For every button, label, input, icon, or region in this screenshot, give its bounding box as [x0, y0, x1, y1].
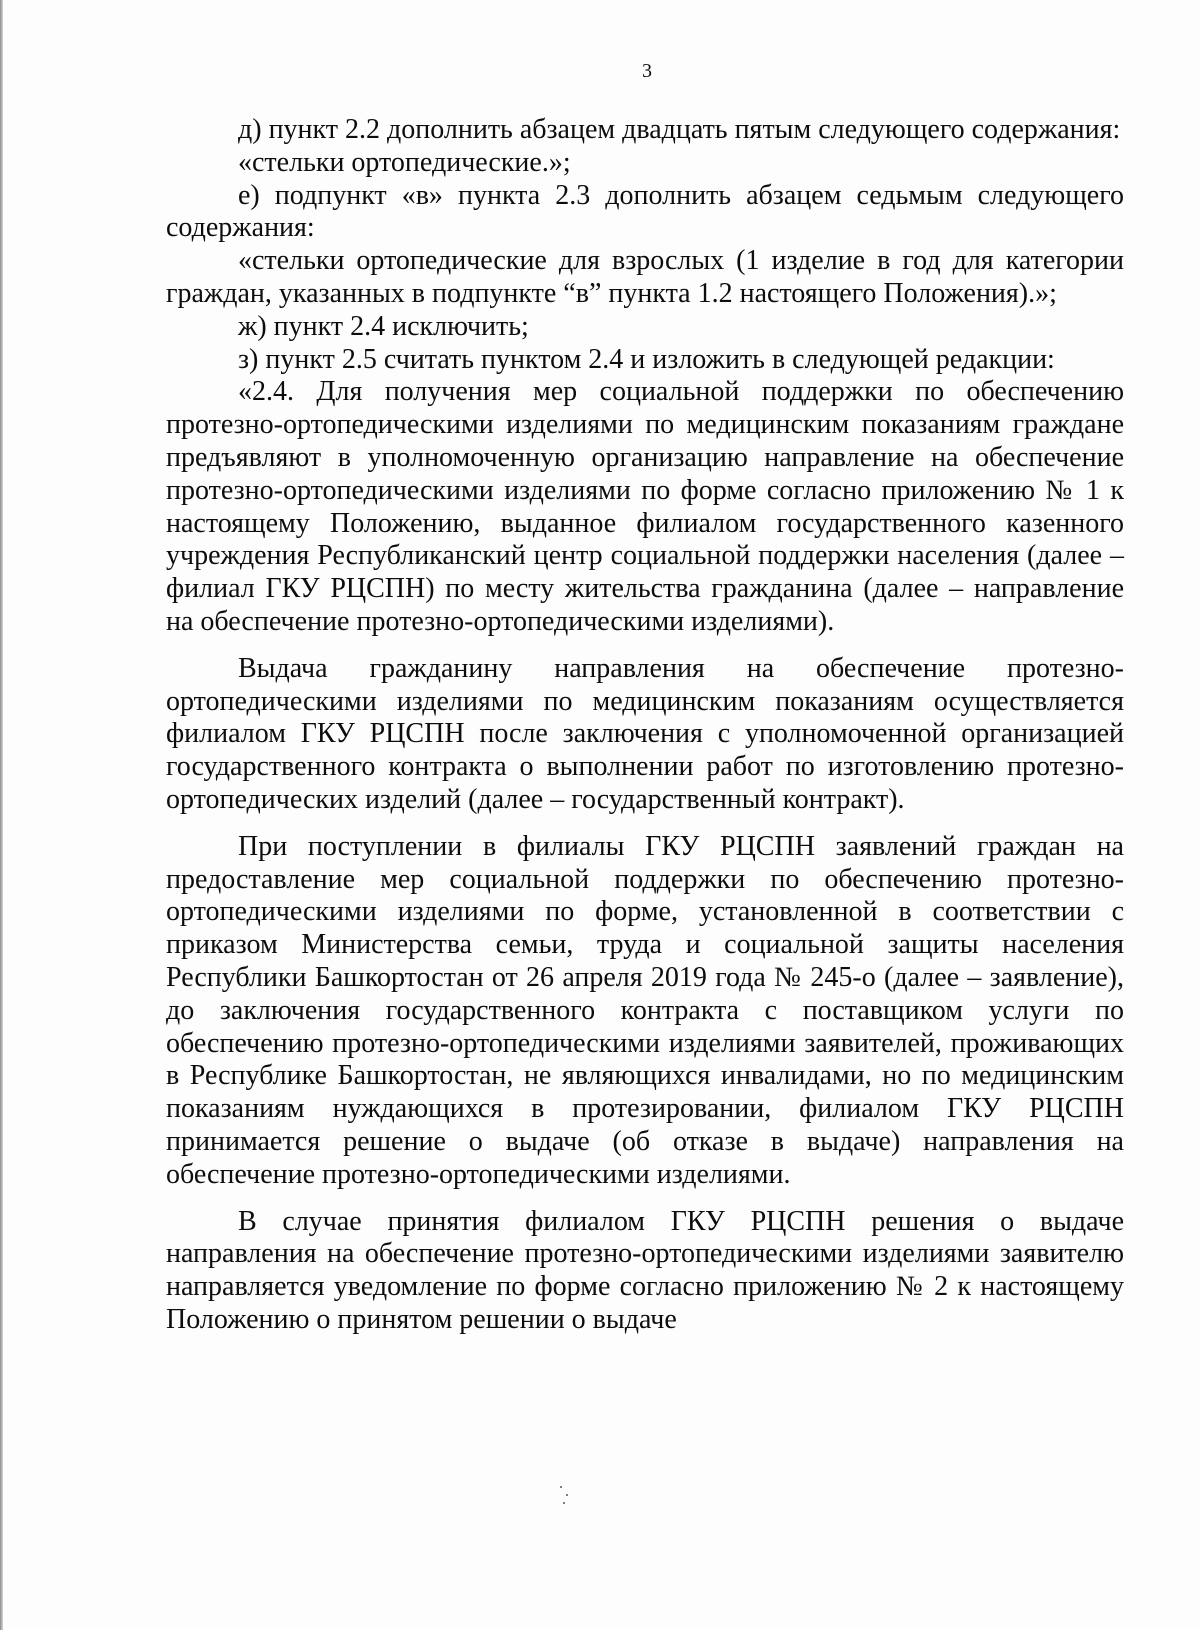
- paragraph-quote-insoles: «стельки ортопедические.»;: [238, 146, 571, 178]
- paragraph-issuance: Выдача гражданину направления на обеспечение протезно-ортопедическими изделиями по медицинским показаниям осуществляется филиалом ГКУ РЦСПН после заключения с уполномоченной организацией государственного контракта о выполнении работ по изготовлению протезно-ортопедических изделий (далее – государственный контракт).: [166, 652, 1124, 815]
- document-body: [166, 114, 1124, 1337]
- page-number: 3: [642, 60, 652, 82]
- paragraph-e: е) подпункт «в» пункта 2.3 дополнить абзацем седьмым следующего содержания:: [166, 179, 1124, 244]
- paragraph-quote-insoles-adults: «стельки ортопедические для взрослых (1 изделие в год для категории граждан, указанных в подпункте “в” пункта 1.2 настоящего Положения).»;: [166, 245, 1124, 309]
- scan-speck: [560, 1486, 562, 1488]
- scan-speck: [563, 1502, 565, 1504]
- paragraph-applications: При поступлении в филиалы ГКУ РЦСПН заявлений граждан на предоставление мер социальной поддержки по обеспечению протезно-ортопедическими изделиями по форме, установленной в соответствии с приказом Министерства семьи, труда и социальной защиты населения Республики Башкортостан от 26 апреля 2019 года № 245-о (далее – заявление), до заключения государственного контракта с поставщиком услуги по обеспечению протезно-ортопедическими изделиями заявителей, проживающих в Республике Башкортостан, не являющихся инвалидами, но по медицинским показаниям нуждающихся в протезировании, филиалом ГКУ РЦСПН принимается решение о выдаче (об отказе в выдаче) направления на обеспечение протезно-ортопедическими изделиями.: [166, 830, 1124, 1190]
- paragraph-decision: В случае принятия филиалом ГКУ РЦСПН решения о выдаче направления на обеспечение протезно-ортопедическими изделиями заявителю направляется уведомление по форме согласно приложению № 2 к настоящему Положению о принятом решении о выдаче: [166, 1205, 1124, 1335]
- scan-edge: [0, 0, 3, 1630]
- paragraph-d: д) пункт 2.2 дополнить абзацем двадцать пятым следующего содержания:: [238, 114, 1121, 145]
- paragraph-zh: ж) пункт 2.4 исключить;: [238, 310, 529, 342]
- paragraph-2-4: «2.4. Для получения мер социальной поддержки по обеспечению протезно-ортопедическими изделиями по медицинским показаниям граждане предъявляют в уполномоченную организацию направление на обеспечение протезно-ортопедическими изделиями по форме согласно приложению № 1 к настоящему Положению, выданное филиалом государственного казенного учреждения Республиканский центр социальной поддержки населения (далее – филиал ГКУ РЦСПН) по месту жительства гражданина (далее – направление на обеспечение протезно-ортопедическими изделиями).: [166, 376, 1124, 637]
- paragraph-z: з) пункт 2.5 считать пунктом 2.4 и изложить в следующей редакции:: [238, 343, 1055, 375]
- scan-speck: [566, 1494, 568, 1496]
